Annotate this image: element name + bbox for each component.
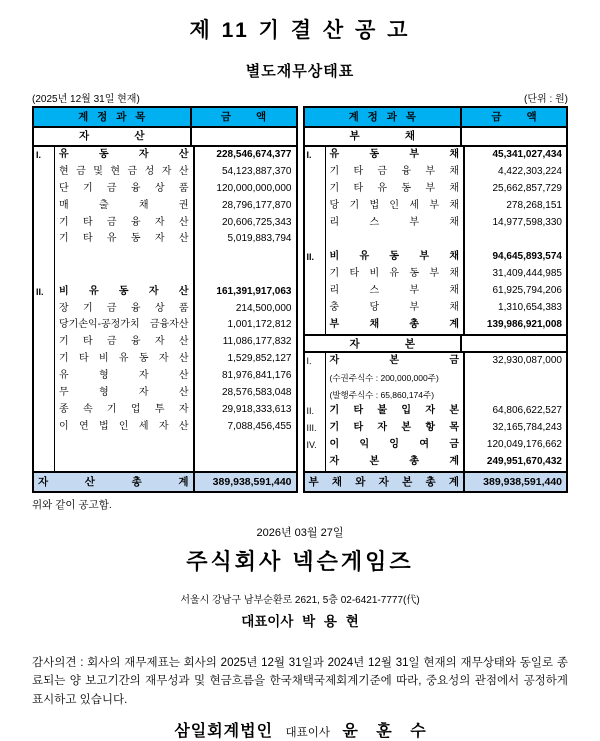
statement-row [305,370,567,387]
statement-row [34,419,296,436]
liabilities-equity-table [303,106,569,493]
statement-row [305,317,567,334]
statement-row [305,147,567,164]
section-header-amount-cell [462,336,566,351]
ceo-signature: 대표이사 박 용 현 [241,614,359,629]
statement-row [34,402,296,419]
amount-cell [465,370,566,387]
company-name: 주식회사 넥슨게임즈 [186,549,414,574]
statement-row [305,454,567,471]
liabilities-table-header [305,108,567,128]
statement-row [34,351,296,368]
roman-numeral-cell [34,181,55,198]
amount-cell: 120,000,000,000 [216,182,292,194]
roman-numeral-cell [34,317,55,334]
roman-numeral-cell: I. [305,147,326,164]
account-name-cell [55,436,195,454]
spacer-row [34,248,296,266]
currency-unit: (단위 : 원) [524,94,568,105]
account-name-cell: 기 타 비 유 동 자 산 [55,351,195,368]
amount-cell: 54,123,887,370 [221,165,292,177]
account-name-cell: 현 금 및 현 금 성 자 산 [55,164,195,181]
amount-cell: 161,391,917,063 [216,285,292,297]
account-name-cell: 유 형 자 산 [55,368,195,385]
spacer-row [34,436,296,454]
assets-table [32,106,298,493]
amount-cell: 1,001,172,812 [227,319,292,331]
section-header-row [34,128,296,147]
roman-numeral-cell [34,453,55,471]
statement-row [305,283,567,300]
company-address: 서울시 강남구 남부순환로 2621, 5층 02-6421-7777(代) [180,595,420,606]
statement-row [34,147,296,164]
column-header-amount: 금 액 [491,111,537,123]
total-amount-cell: 389,938,591,440 [195,473,296,491]
account-name-cell: 리 스 부 채 [326,283,466,300]
roman-numeral-cell [305,283,326,300]
audit-opinion: 감사의견 : 회사의 재무제표는 회사의 2025년 12월 31일과 2024년 12월 31일 현재의 재무상태와 동일로 종료되는 양 보고기간의 재무성과 및 현금흐름을 한국채택국제회계기준에 따라, 중요성의 관점에서 공정하게 표시하고 있습니다. [32,657,568,706]
amount-cell: 1,529,852,127 [227,353,292,365]
amount-cell: 11,086,177,832 [222,336,292,348]
section-header-label: 자 산 [34,128,192,145]
account-name-cell: (발행주식수 : 65,860,174주) [326,387,466,404]
roman-numeral-cell [34,436,55,454]
amount-cell: 1,310,654,383 [498,301,562,313]
spacer-row [34,453,296,471]
total-row [305,471,567,491]
amount-cell: 32,930,087,000 [492,354,562,366]
section-header-amount-cell [192,128,296,145]
account-name-cell: 리 스 부 채 [326,215,466,232]
roman-numeral-cell: II. [34,284,55,301]
amount-cell: 81,976,841,176 [221,370,292,382]
amount-cell [195,248,296,266]
amount-cell [465,231,566,249]
statement-title: 별도재무상태표 [245,63,355,80]
account-name-cell: 무 형 자 산 [55,385,195,402]
roman-numeral-cell [305,266,326,283]
amount-cell: 5,019,883,794 [227,233,292,245]
roman-numeral-cell [305,164,326,181]
account-name-cell: 자 본 금 [326,353,466,370]
amount-cell: 25,662,857,729 [492,182,562,194]
statement-row [305,198,567,215]
statement-row [34,198,296,215]
meta-row [32,90,568,105]
account-name-cell: 당기손익-공정가치 금융자산 [55,317,195,334]
account-name-cell: 자 본 총 계 [326,454,466,471]
amount-cell: 29,918,333,613 [221,403,292,415]
amount-cell: 14,977,598,330 [492,216,562,228]
account-name-cell: 부 채 총 계 [326,317,466,334]
total-label-cell: 부 채 와 자 본 총 계 [305,473,466,491]
amount-cell: 7,088,456,455 [227,420,292,432]
roman-numeral-cell [305,215,326,232]
account-name-cell: 기 타 자 본 항 목 [326,420,466,437]
statement-row [305,437,567,454]
spacer-row [34,266,296,284]
amount-cell: 120,049,176,662 [486,439,562,451]
roman-numeral-cell [34,385,55,402]
account-name-cell [55,266,195,284]
roman-numeral-cell [34,402,55,419]
account-name-cell: 기 타 금 융 자 산 [55,334,195,351]
roman-numeral-cell [34,301,55,318]
roman-numeral-cell [34,198,55,215]
roman-numeral-cell [305,181,326,198]
statement-row [305,403,567,420]
section-header-label: 부 채 [305,128,463,145]
account-name-cell: 종 속 기 업 투 자 [55,402,195,419]
roman-numeral-cell: II. [305,249,326,266]
amount-cell: 278,268,151 [506,199,562,211]
account-name-cell [55,248,195,266]
amount-cell: 28,576,583,048 [221,387,292,398]
amount-cell: 31,409,444,985 [492,268,562,280]
roman-numeral-cell [305,198,326,215]
roman-numeral-cell [34,248,55,266]
statement-row [34,215,296,232]
statement-row [305,300,567,317]
section-header-label: 자 본 [305,336,463,351]
roman-numeral-cell [34,351,55,368]
spacer-row [305,231,567,249]
amount-cell: 20,606,725,343 [221,216,292,228]
statement-row [305,420,567,437]
roman-numeral-cell: III. [305,420,326,437]
page-title: 제 11 기 결 산 공 고 [189,19,411,42]
statement-row [34,164,296,181]
statement-row [34,317,296,334]
account-name-cell: 기 타 유 동 부 채 [326,181,466,198]
section-header-row [305,128,567,147]
statement-row [305,181,567,198]
amount-cell: 64,806,622,527 [492,405,562,417]
amount-cell [465,387,566,404]
statement-row [34,284,296,301]
account-name-cell: 충 당 부 채 [326,300,466,317]
amount-cell: 214,500,000 [235,302,292,314]
assets-table-header [34,108,296,128]
auditor-role: 대표이사 [285,727,330,740]
statement-row [34,181,296,198]
roman-numeral-cell: II. [305,403,326,420]
amount-cell: 139,986,921,008 [486,318,562,330]
assets-table-body [34,128,296,491]
amount-cell: 32,165,784,243 [492,422,562,434]
roman-numeral-cell [34,231,55,248]
account-name-cell: 기 타 불 입 자 본 [326,403,466,420]
amount-cell: 45,341,027,434 [492,149,562,160]
roman-numeral-cell [305,454,326,471]
roman-numeral-cell [305,317,326,334]
roman-numeral-cell [34,266,55,284]
auditor-name: 윤 훈 수 [342,723,426,741]
statement-row [34,301,296,318]
account-name-cell: 매 출 채 권 [55,198,195,215]
roman-numeral-cell [305,300,326,317]
roman-numeral-cell [34,368,55,385]
roman-numeral-cell [34,164,55,181]
statement-row [34,334,296,351]
statement-row [305,215,567,232]
account-name-cell: 단 기 금 융 상 품 [55,181,195,198]
roman-numeral-cell [305,387,326,404]
section-header-amount-cell [462,128,566,145]
statement-row [34,368,296,385]
column-header-amount: 금 액 [220,111,267,123]
roman-numeral-cell: I. [34,147,55,164]
roman-numeral-cell [305,231,326,249]
balance-sheet-table [32,106,568,493]
column-header-account: 계 정 과 목 [305,108,463,126]
account-name-cell: 당 기 법 인 세 부 채 [326,198,466,215]
amount-cell: 94,645,893,574 [492,251,562,263]
account-name-cell [55,453,195,471]
amount-cell: 228,546,674,377 [216,149,292,160]
total-label-cell: 자 산 총 계 [34,473,195,491]
liabilities-equity-table-body [305,128,567,491]
statement-row [305,387,567,404]
account-name-cell: 기 타 유 동 자 산 [55,231,195,248]
amount-cell [195,266,296,284]
statement-row [305,266,567,283]
account-name-cell: (수권주식수 : 200,000,000주) [326,370,466,387]
account-name-cell: 기 타 금 융 자 산 [55,215,195,232]
roman-numeral-cell [34,419,55,436]
account-name-cell: 비 유 동 자 산 [55,284,195,301]
statement-row [34,231,296,248]
column-header-account: 계 정 과 목 [34,108,192,126]
announcement-date: 2026년 03월 27일 [256,527,344,539]
total-amount-cell: 389,938,591,440 [465,473,566,491]
roman-numeral-cell: IV. [305,437,326,454]
amount-cell: 249,951,670,432 [486,456,562,468]
total-row [34,471,296,491]
account-name-cell: 기 타 금 융 부 채 [326,164,466,181]
account-name-cell: 유 동 부 채 [326,147,466,164]
account-name-cell: 비 유 동 부 채 [326,249,466,266]
roman-numeral-cell [34,215,55,232]
announcement-note: 위와 같이 공고함. [32,499,112,511]
roman-numeral-cell [34,334,55,351]
section-header-row [305,334,567,353]
as-of-date: (2025년 12월 31일 현재) [32,94,140,105]
account-name-cell: 장 기 금 융 상 품 [55,301,195,318]
roman-numeral-cell: I. [305,353,326,370]
roman-numeral-cell [305,370,326,387]
statement-row [305,353,567,370]
amount-cell: 4,422,303,224 [498,165,562,177]
account-name-cell: 유 동 자 산 [55,147,195,164]
auditor-signature [0,718,600,741]
statement-row [34,385,296,402]
account-name-cell: 이 연 법 인 세 자 산 [55,419,195,436]
account-name-cell [326,231,466,249]
account-name-cell: 기 타 비 유 동 부 채 [326,266,466,283]
amount-cell: 61,925,794,206 [492,285,562,297]
amount-cell: 28,796,177,870 [221,199,292,211]
auditor-firm: 삼일회계법인 [174,723,274,741]
statement-row [305,164,567,181]
amount-cell [195,436,296,454]
amount-cell [195,453,296,471]
statement-row [305,249,567,266]
account-name-cell: 이 익 잉 여 금 [326,437,466,454]
